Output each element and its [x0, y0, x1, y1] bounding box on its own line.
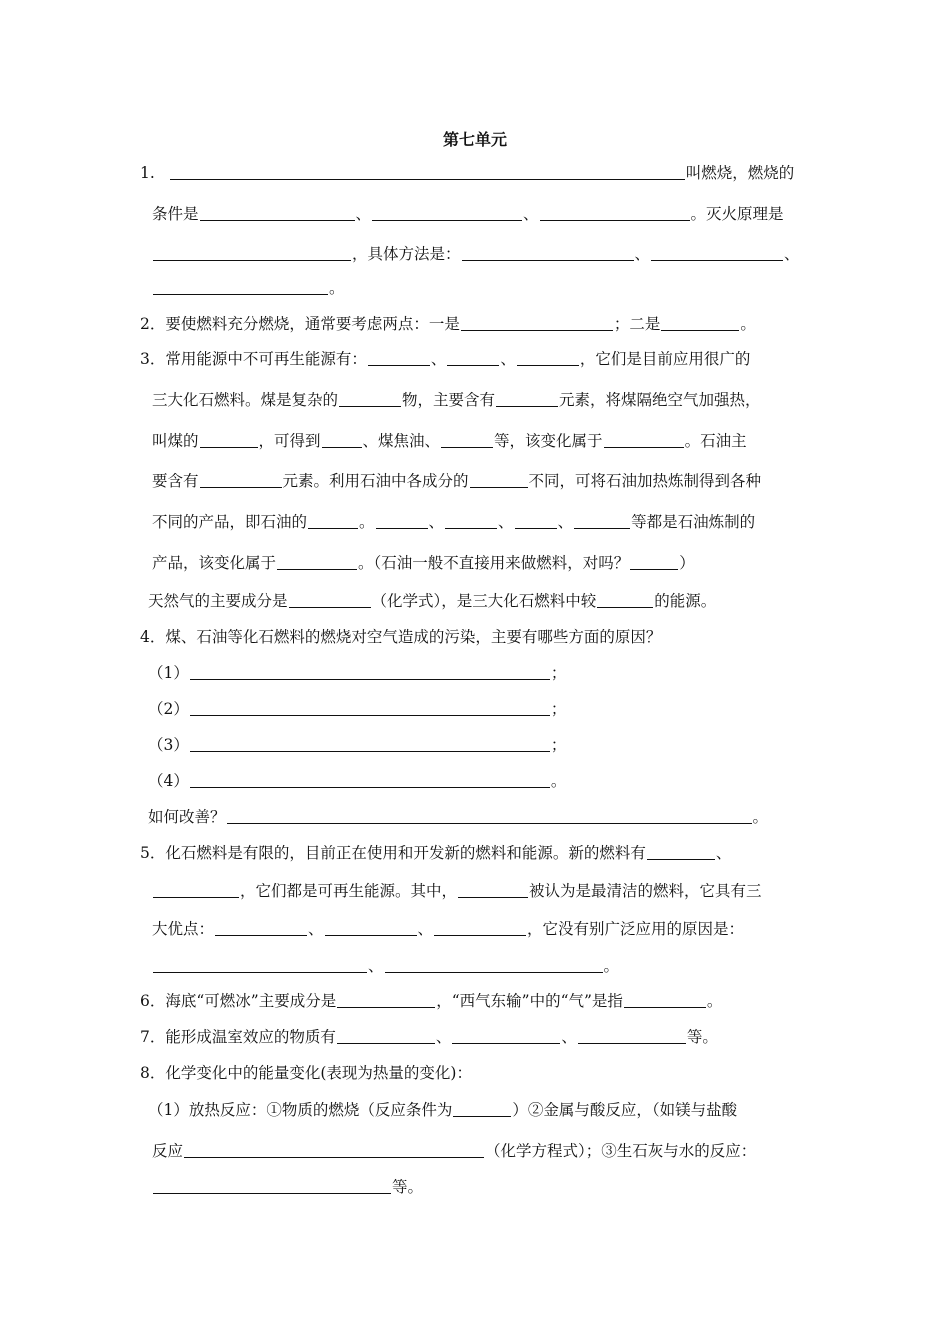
question-text: 。	[359, 513, 375, 531]
question-text: （3）	[148, 736, 189, 754]
question-text: 等。	[392, 1178, 424, 1196]
question-text: 如何改善？	[148, 808, 226, 826]
question-text: （4）	[148, 772, 189, 790]
blank[interactable]	[227, 807, 752, 824]
question-text: 。灭火原理是	[690, 205, 784, 223]
question-text: ；二是	[613, 315, 661, 333]
question-text: 、煤焦油、	[362, 432, 441, 450]
blank[interactable]	[325, 919, 417, 936]
q1-line-4	[152, 277, 345, 299]
question-text: 5．化石燃料是有限的，目前正在使用和开发新的燃料和能源。新的燃料有	[140, 844, 646, 862]
q4-item-3	[148, 734, 566, 756]
blank[interactable]	[190, 699, 550, 716]
question-text: ）②金属与酸反应，（如镁与盐酸	[512, 1101, 738, 1119]
q8-line-2	[148, 1099, 737, 1121]
question-text: 三大化石燃料。煤是复杂的	[152, 391, 339, 409]
question-text: 叫煤的	[152, 432, 199, 450]
question-text: 产品，该变化属于	[152, 554, 277, 572]
blank[interactable]	[385, 956, 603, 973]
blank[interactable]	[200, 471, 282, 488]
question-text: 、	[498, 513, 514, 531]
question-text: 4．煤、石油等化石燃料的燃烧对空气造成的污染，主要有哪些方面的原因？	[140, 628, 662, 646]
question-text: 的能源。	[654, 592, 717, 610]
question-text: 天然气的主要成分是	[148, 592, 288, 610]
question-text: 8．化学变化中的能量变化(表现为热量的变化)：	[140, 1064, 472, 1082]
question-text: 。（石油一般不直接用来做燃料，对吗？	[358, 554, 630, 572]
blank[interactable]	[153, 881, 239, 898]
question-text: 等。	[686, 1028, 718, 1046]
blank[interactable]	[458, 881, 528, 898]
q3-line-2	[152, 389, 761, 411]
q4-item-2	[148, 698, 566, 720]
question-text: 。	[550, 772, 567, 790]
question-text: 。石油主	[684, 432, 747, 450]
q3-line-7	[148, 590, 716, 612]
question-text: ；	[550, 736, 567, 754]
blank[interactable]	[308, 512, 358, 529]
q1-number: 1.	[140, 164, 155, 182]
q4-item-1	[148, 662, 566, 684]
question-text: ，它们都是可再生能源。其中，	[240, 882, 458, 900]
question-text: （1）	[148, 664, 189, 682]
blank[interactable]	[447, 349, 499, 366]
blank[interactable]	[470, 471, 528, 488]
blank[interactable]	[190, 663, 550, 680]
question-text: 、	[500, 350, 516, 368]
question-text: 、	[557, 513, 574, 531]
question-text: 、	[634, 245, 651, 263]
q3-line-6	[152, 552, 695, 574]
question-text: 。	[706, 992, 723, 1010]
question-text: 、	[308, 920, 324, 938]
q3-line-1	[140, 348, 750, 370]
question-text: 条件是	[152, 205, 199, 223]
question-text: ，它没有别广泛应用的原因是：	[527, 920, 745, 938]
blank[interactable]	[515, 512, 557, 529]
blank[interactable]	[445, 512, 497, 529]
question-text: 、	[561, 1028, 577, 1046]
blank[interactable]	[462, 244, 634, 261]
question-text: 、	[784, 245, 800, 263]
question-text: ，它们是目前应用很广的	[579, 350, 751, 368]
blank[interactable]	[540, 204, 690, 221]
question-text: 要含有	[152, 472, 199, 490]
blank[interactable]	[200, 204, 355, 221]
question-text: 。	[752, 808, 769, 826]
question-text: 。	[603, 957, 620, 975]
question-text: 等都是石油炼制的	[631, 513, 756, 531]
blank[interactable]	[153, 244, 351, 261]
question-text: 、	[430, 350, 447, 368]
blank[interactable]	[597, 591, 653, 608]
q5-line-2	[152, 880, 762, 902]
question-text: 、	[715, 844, 732, 862]
q1-line-1	[140, 162, 794, 184]
blank[interactable]	[289, 591, 371, 608]
q5-line-3	[152, 918, 744, 940]
blank[interactable]	[153, 278, 328, 295]
q5-line-1	[140, 842, 731, 864]
question-text: 元素。利用石油中各成分的	[282, 472, 469, 490]
q3-line-4	[152, 470, 761, 492]
question-text: ）	[679, 554, 695, 572]
blank[interactable]	[184, 1141, 484, 1158]
question-text: 元素，将煤隔绝空气加强热，	[559, 391, 761, 409]
q3-line-3	[152, 430, 747, 452]
blank[interactable]	[190, 735, 550, 752]
question-text: 、	[523, 205, 539, 223]
question-text: （2）	[148, 700, 189, 718]
blank[interactable]	[578, 1027, 686, 1044]
blank[interactable]	[661, 314, 739, 331]
blank[interactable]	[368, 349, 430, 366]
question-text: 7．能形成温室效应的物质有	[140, 1028, 336, 1046]
question-text: 3．常用能源中不可再生能源有：	[140, 350, 367, 368]
blank[interactable]	[322, 431, 362, 448]
blank[interactable]	[372, 204, 522, 221]
q4-item-4	[148, 770, 566, 792]
blank[interactable]	[630, 553, 678, 570]
question-text: ，可得到	[258, 432, 321, 450]
question-text: （化学式），是三大化石燃料中较	[371, 592, 597, 610]
question-text: 、	[368, 957, 384, 975]
question-text: 、	[435, 1028, 452, 1046]
q8-line-1	[140, 1062, 472, 1084]
blank[interactable]	[337, 1027, 435, 1044]
blank[interactable]	[337, 991, 435, 1008]
q4-line-1	[140, 626, 661, 648]
question-text: ；	[550, 664, 567, 682]
q4-improve	[148, 806, 768, 828]
q3-line-5	[152, 511, 755, 533]
blank[interactable]	[170, 163, 685, 180]
blank[interactable]	[624, 991, 706, 1008]
q5-line-4	[152, 955, 619, 977]
question-text: 被认为是最清洁的燃料，它具有三	[529, 882, 762, 900]
question-text: ，“西气东输”中的“气”是指	[436, 992, 623, 1010]
q8-line-4	[152, 1176, 423, 1198]
blank[interactable]	[200, 431, 258, 448]
blank[interactable]	[604, 431, 684, 448]
question-text: 2．要使燃料充分燃烧，通常要考虑两点：一是	[140, 315, 460, 333]
blank[interactable]	[647, 843, 715, 860]
question-text: 叫燃烧，燃烧的	[685, 164, 795, 182]
blank[interactable]	[339, 390, 401, 407]
q7-line	[140, 1026, 718, 1048]
question-text: 等，该变化属于	[494, 432, 603, 450]
question-text: 、	[428, 513, 445, 531]
blank[interactable]	[215, 919, 307, 936]
question-text: （化学方程式）；③生石灰与水的反应：	[485, 1142, 757, 1160]
blank[interactable]	[434, 919, 526, 936]
question-text: 、	[417, 920, 434, 938]
question-text: 不同的产品，即石油的	[152, 513, 308, 531]
question-text: ，具体方法是：	[352, 245, 461, 263]
page-title: 第七单元	[442, 130, 507, 149]
blank[interactable]	[496, 390, 558, 407]
q1-line-2	[152, 203, 784, 225]
blank[interactable]	[277, 553, 357, 570]
question-text: （1）放热反应：①物质的燃烧（反应条件为	[148, 1101, 453, 1119]
blank[interactable]	[574, 512, 630, 529]
blank[interactable]	[453, 1100, 511, 1117]
question-text: ；	[550, 700, 567, 718]
q1-line-3	[152, 243, 800, 265]
question-text: 、	[355, 205, 372, 223]
blank[interactable]	[441, 431, 493, 448]
question-text: 。	[740, 315, 756, 333]
blank[interactable]	[376, 512, 428, 529]
blank[interactable]	[153, 956, 367, 973]
blank[interactable]	[153, 1177, 391, 1194]
question-text: 大优点：	[152, 920, 215, 938]
blank[interactable]	[190, 771, 550, 788]
q2-line	[140, 313, 756, 335]
question-text: 6．海底“可燃冰”主要成分是	[140, 992, 337, 1010]
blank[interactable]	[452, 1027, 560, 1044]
question-text: 物，主要含有	[402, 391, 496, 409]
question-text: 不同，可将石油加热炼制得到各种	[528, 472, 762, 490]
question-text: 。	[329, 279, 345, 297]
question-text: 反应	[152, 1142, 184, 1160]
q6-line	[140, 990, 722, 1012]
q8-line-3	[152, 1140, 756, 1162]
blank[interactable]	[461, 314, 613, 331]
blank[interactable]	[651, 244, 783, 261]
blank[interactable]	[517, 349, 579, 366]
